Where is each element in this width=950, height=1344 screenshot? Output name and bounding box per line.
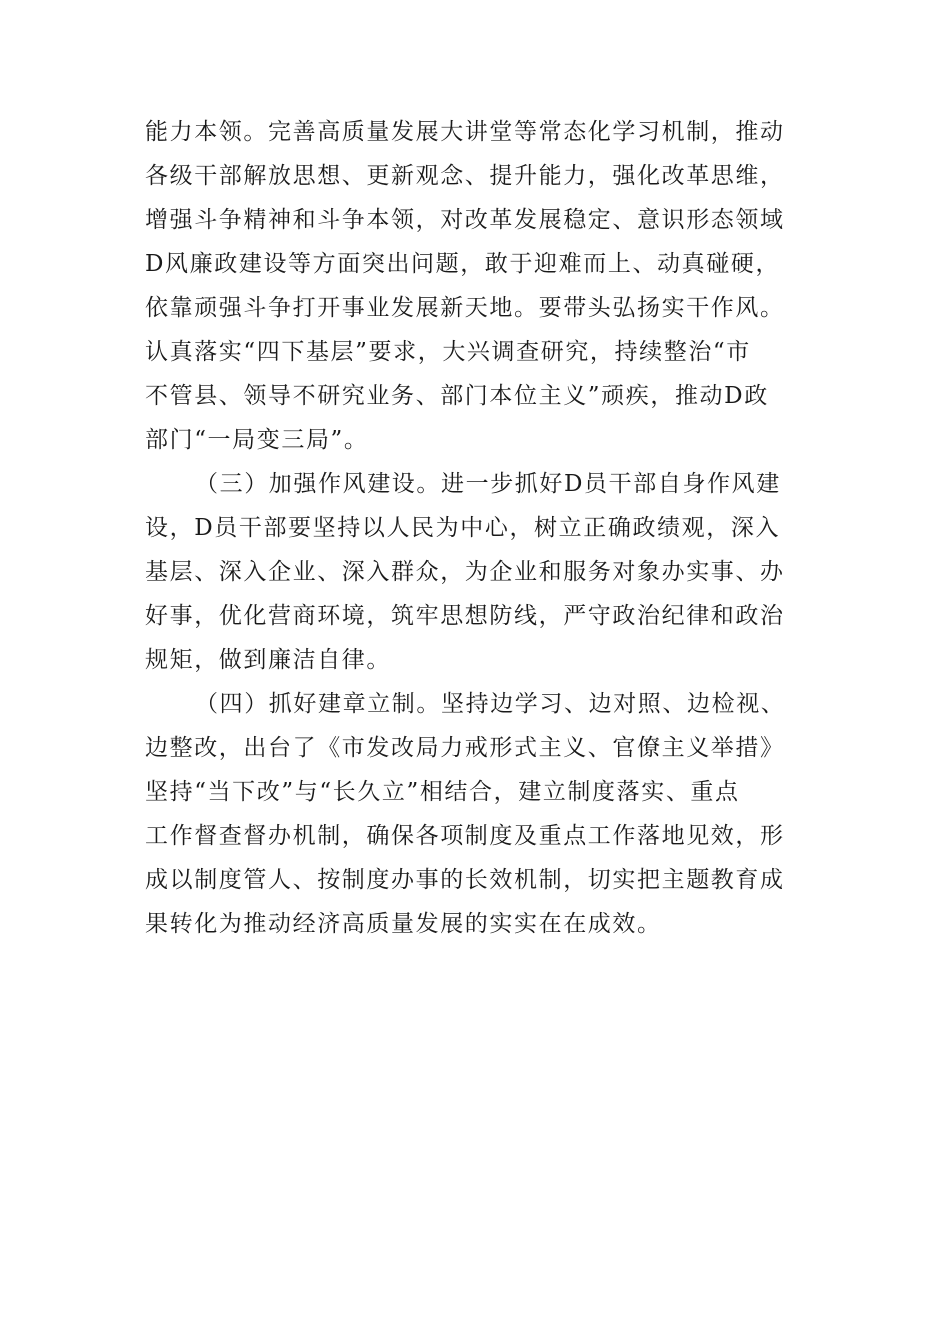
text-line: 工作督查督办机制，确保各项制度及重点工作落地见效，形 xyxy=(145,823,785,849)
text-line: 增强斗争精神和斗争本领，对改革发展稳定、意识形态领域 xyxy=(145,207,785,233)
text-line: 依靠顽强斗争打开事业发展新天地。要带头弘扬实干作风。 xyxy=(145,295,785,321)
text-line: 各级干部解放思想、更新观念、提升能力，强化改革思维， xyxy=(145,163,785,189)
text-line: 成以制度管人、按制度办事的长效机制，切实把主题教育成 xyxy=(145,867,785,893)
text-line: 设，D员干部要坚持以人民为中心，树立正确政绩观，深入 xyxy=(145,515,781,541)
text-line: 规矩，做到廉洁自律。 xyxy=(145,647,391,673)
text-line: 果转化为推动经济高质量发展的实实在在成效。 xyxy=(145,911,662,937)
text-line: 基层、深入企业、深入群众，为企业和服务对象办实事、办 xyxy=(145,559,785,585)
text-line: D风廉政建设等方面突出问题，敢于迎难而上、动真碰硬， xyxy=(145,251,781,277)
text-line: 不管县、领导不研究业务、部门本位主义”顽疾，推动D政 xyxy=(145,383,769,409)
text-line: 好事，优化营商环境，筑牢思想防线，严守政治纪律和政治 xyxy=(145,603,785,629)
text-line: 坚持“当下改”与“长久立”相结合，建立制度落实、重点 xyxy=(145,779,740,805)
text-line: 部门“一局变三局”。 xyxy=(145,427,369,453)
paragraph-heading-line: （四）抓好建章立制。坚持边学习、边对照、边检视、 xyxy=(195,691,786,717)
text-line: 能力本领。完善高质量发展大讲堂等常态化学习机制，推动 xyxy=(145,119,785,145)
text-line: 认真落实“四下基层”要求，大兴调查研究，持续整治“市 xyxy=(145,339,751,365)
paragraph-heading-line: （三）加强作风建设。进一步抓好D员干部自身作风建 xyxy=(195,471,781,497)
text-line: 边整改，出台了《市发改局力戒形式主义、官僚主义举措》 xyxy=(145,735,785,761)
